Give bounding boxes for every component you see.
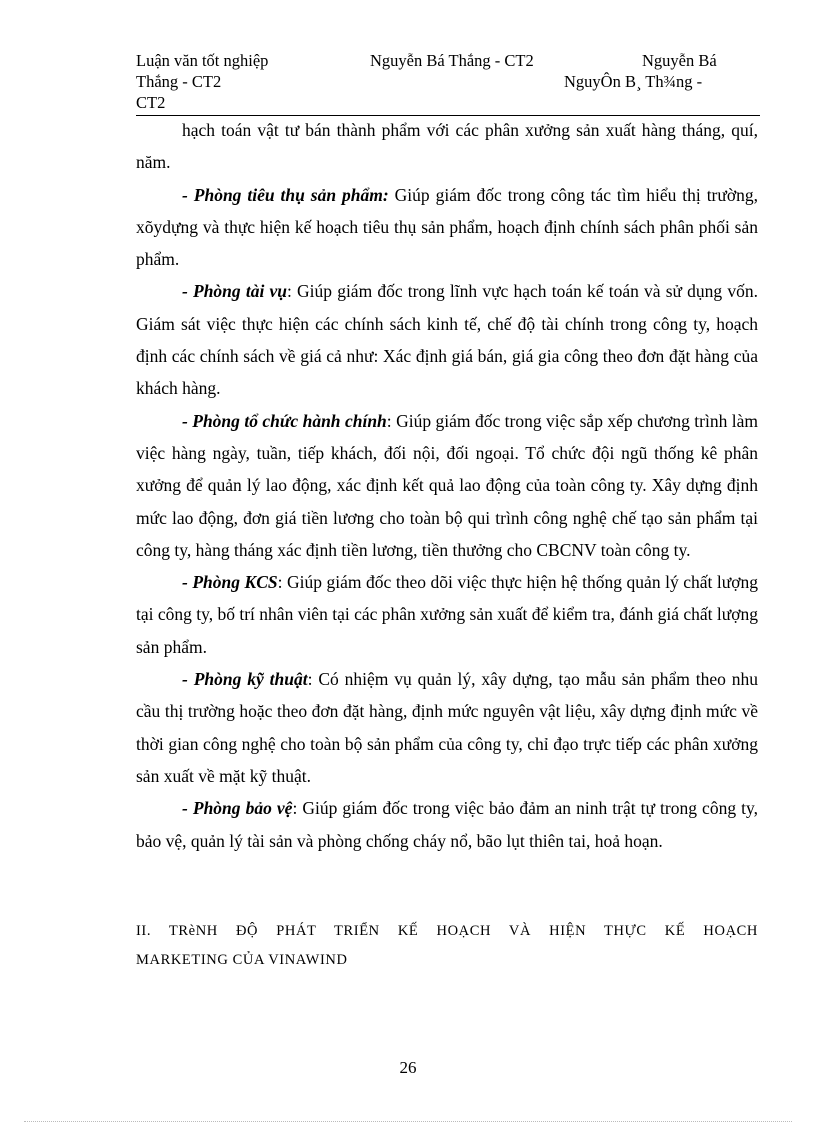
paragraph-text: Giúp giám đốc trong công tác tìm hiểu thị trường, xõydựng và thực hiện kế hoạch tiêu thụ sản phẩm, hoạch định chính sách phân phối sản phẩm. <box>136 184 759 270</box>
section-heading-line-1: II. TRèNH ĐỘ PHÁT TRIỂN KẾ HOẠCH VÀ HIỆN THỰC KẾ HOẠCH <box>136 923 758 939</box>
section-heading <box>136 917 758 975</box>
paragraph-text: hạch toán vật tư bán thành phẩm với các phân xưởng sản xuất hàng tháng, quí, năm. <box>136 120 758 173</box>
paragraph-text: : Giúp giám đốc trong việc sắp xếp chương trình làm việc hàng ngày, tuần, tiếp khách, đối nội, đối ngoại. Tổ chức đội ngũ thống kê phân xưởng để quản lý lao động, xác định kết quả lao động của toàn công ty. Xây dựng định mức lao động, đơn giá tiền lương cho toàn bộ qui trình công nghệ chế tạo sản phẩm tại công ty, hàng tháng xác định tiền lương, tiền thưởng cho CBCNV toàn công ty. <box>136 410 758 560</box>
header-author-wrap: Nguyễn Bá <box>642 51 717 70</box>
page-bottom-border <box>24 1121 792 1122</box>
department-label: - Phòng kỹ thuật <box>182 669 308 690</box>
paragraph <box>136 179 758 276</box>
header-author-wrap-3: CT2 <box>136 93 166 112</box>
paragraph <box>136 792 758 857</box>
paragraph <box>136 275 758 404</box>
paragraph-text: : Giúp giám đốc trong việc bảo đảm an ninh trật tự trong công ty, bảo vệ, quản lý tài sản và phòng chống cháy nổ, bão lụt thiên tai, hoả hoạn. <box>136 798 758 851</box>
department-label: - Phòng tổ chức hành chính <box>182 410 387 431</box>
department-label: - Phòng tài vụ <box>182 281 287 302</box>
paragraph-text: : Có nhiệm vụ quản lý, xây dựng, tạo mẫu sản phẩm theo nhu cầu thị trường hoặc theo đơn đặt hàng, định mức nguyên vật liệu, xây dựng định mức về thời gian công nghệ cho toàn bộ sản phẩm của công ty, chỉ đạo trực tiếp các phân xưởng sản xuất về mặt kỹ thuật. <box>136 669 758 786</box>
body-text <box>136 114 758 857</box>
paragraph <box>136 114 758 179</box>
header-author: Nguyễn Bá Thắng - CT2 <box>370 51 534 70</box>
paragraph <box>136 405 758 566</box>
paragraph-text: : Giúp giám đốc trong lĩnh vực hạch toán kế toán và sử dụng vốn. Giám sát việc thực hiện các chính sách kinh tế, chế độ tài chính trong công ty, hoạch định các chính sách về giá cả như: Xác định giá bán, giá gia công theo đơn đặt hàng của khách hàng. <box>136 281 758 399</box>
section-heading-line-2: MARKETING CỦA VINAWIND <box>136 952 348 968</box>
department-label: - Phòng bảo vệ <box>182 798 293 819</box>
paragraph <box>136 663 758 792</box>
page-number: 26 <box>399 1058 417 1077</box>
running-header <box>136 50 760 114</box>
header-author-wrap-2: Thắng - CT2 <box>136 72 222 91</box>
department-label: - Phòng tiêu thụ sản phẩm: <box>182 184 389 205</box>
department-label: - Phòng KCS <box>182 572 278 593</box>
header-author-garbled: NguyÔn B¸ Th¾ng - <box>564 72 703 91</box>
header-thesis-label: Luận văn tốt nghiệp <box>136 51 269 70</box>
paragraph-text: : Giúp giám đốc theo dõi việc thực hiện hệ thống quản lý chất lượng tại công ty, bố trí nhân viên tại các phân xưởng sản xuất để kiểm tra, đánh giá chất lượng sản phẩm. <box>136 572 759 657</box>
paragraph <box>136 566 758 663</box>
